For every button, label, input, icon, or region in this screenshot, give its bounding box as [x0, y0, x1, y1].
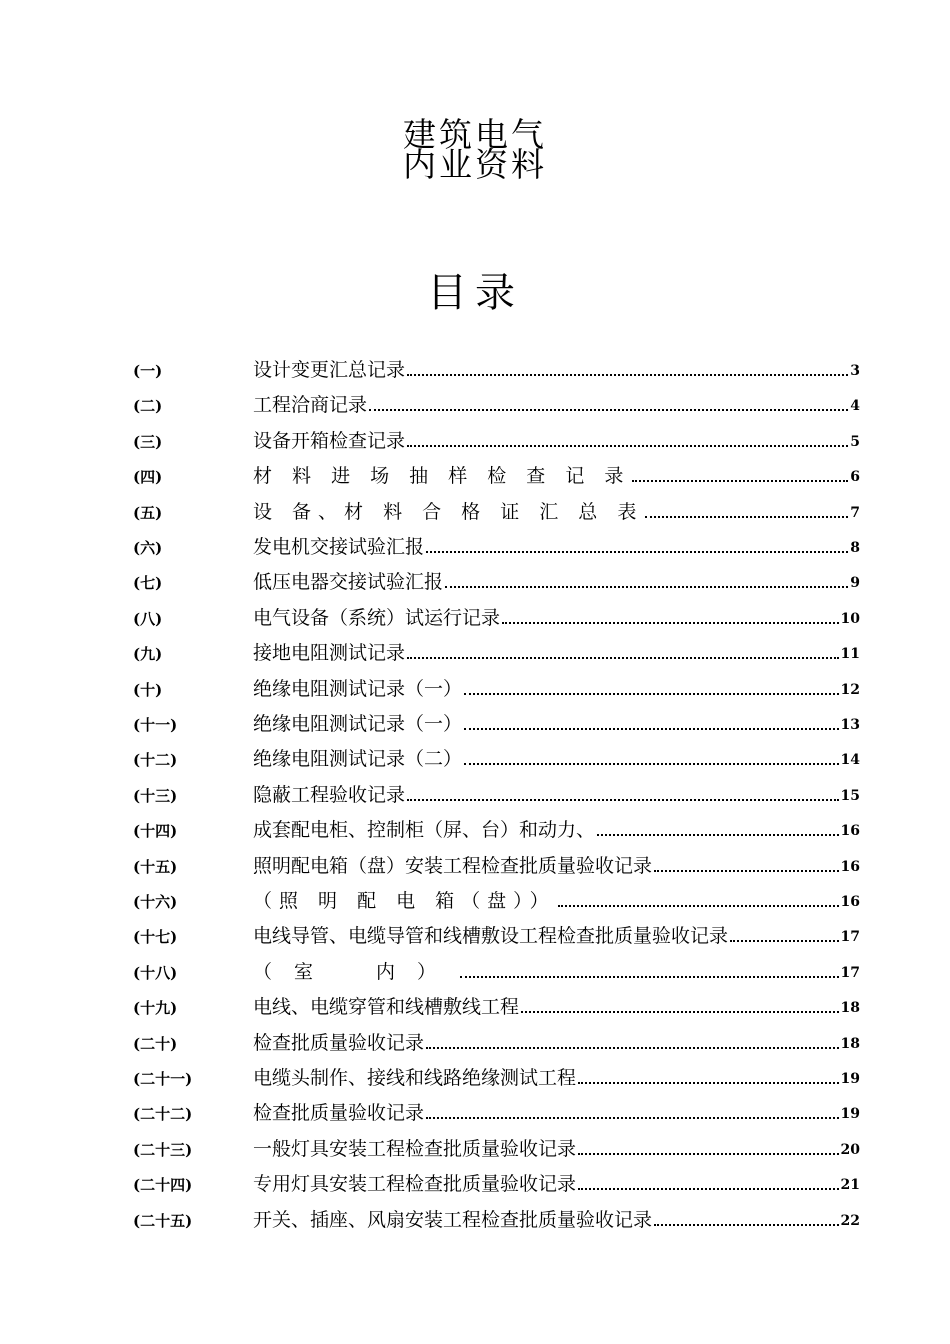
toc-dot-leader — [464, 727, 839, 730]
toc-entry[interactable] — [0, 531, 950, 561]
toc-entry-number: (二十) — [133, 1034, 178, 1053]
toc-entry-label: 电线、电缆穿管和线槽敷线工程 — [253, 996, 520, 1019]
toc-dot-leader — [407, 656, 839, 659]
toc-entry-label: 隐蔽工程验收记录 — [253, 783, 406, 806]
toc-entry-number: (二十五) — [133, 1211, 193, 1230]
toc-entry-number: (三) — [133, 432, 163, 451]
toc-entry-body — [253, 814, 860, 844]
toc-entry-label: 工程洽商记录 — [253, 394, 368, 417]
toc-entry[interactable] — [0, 920, 950, 950]
toc-entry-body — [253, 673, 860, 703]
toc-entry-page-number: 18 — [840, 1035, 860, 1052]
toc-dot-leader — [426, 1116, 839, 1119]
toc-entry[interactable] — [0, 1204, 950, 1234]
toc-entry[interactable] — [0, 850, 950, 880]
toc-entry[interactable] — [0, 814, 950, 844]
toc-entry-page-number: 22 — [840, 1212, 860, 1229]
toc-dot-leader — [369, 408, 848, 411]
toc-entry-number: (八) — [133, 609, 163, 628]
toc-entry-number: (六) — [133, 539, 163, 557]
toc-entry-label: 开关、插座、风扇安装工程检查批质量验收记录 — [253, 1208, 653, 1231]
toc-entry-body — [253, 425, 860, 455]
toc-entry-body — [253, 1168, 860, 1198]
toc-entry-page-number: 12 — [840, 681, 860, 698]
toc-dot-leader — [407, 373, 848, 376]
toc-entry-body — [253, 637, 860, 667]
toc-entry-label: 照明配电箱（盘）安装工程检查批质量验收记录 — [253, 854, 653, 877]
toc-entry-body — [253, 956, 860, 986]
toc-entry-page-number: 19 — [840, 1071, 860, 1087]
toc-dot-leader — [578, 1187, 839, 1190]
toc-entry[interactable] — [0, 743, 950, 773]
toc-entry[interactable] — [0, 496, 950, 526]
toc-entry-body — [253, 1027, 860, 1057]
toc-dot-leader — [464, 692, 839, 695]
toc-entry-number: (十八) — [133, 963, 178, 982]
toc-entry[interactable] — [0, 566, 950, 596]
toc-entry-number: (十六) — [133, 893, 178, 911]
toc-dot-leader — [426, 1046, 839, 1049]
toc-entry[interactable] — [0, 779, 950, 809]
toc-entry-body — [253, 1204, 860, 1234]
toc-entry-body — [253, 531, 860, 561]
toc-entry-number: (十七) — [133, 928, 178, 947]
toc-dot-leader — [502, 621, 839, 624]
toc-entry-label: 接地电阻测试记录 — [253, 642, 406, 665]
toc-entry-body — [253, 566, 860, 596]
toc-entry-number: (十) — [133, 680, 163, 699]
toc-entry-label: （室 内） — [253, 960, 459, 983]
toc-entry-page-number: 17 — [840, 929, 860, 946]
toc-entry[interactable] — [0, 1027, 950, 1057]
document-title-line-1: 建筑电气 — [403, 115, 547, 154]
toc-entry[interactable] — [0, 354, 950, 384]
toc-entry[interactable] — [0, 1133, 950, 1163]
toc-entry-number: (二十四) — [133, 1176, 193, 1195]
toc-entry-number: (二十一) — [133, 1070, 193, 1088]
toc-entry-label: 电缆头制作、接线和线路绝缘测试工程 — [253, 1067, 577, 1089]
toc-entry-label: 绝缘电阻测试记录（一） — [253, 713, 463, 735]
toc-entry[interactable] — [0, 1168, 950, 1198]
toc-entry[interactable] — [0, 708, 950, 738]
toc-entry-label: 绝缘电阻测试记录（一） — [253, 677, 463, 700]
toc-entry-body — [253, 460, 860, 490]
toc-entry-page-number: 17 — [840, 964, 860, 981]
toc-entry-page-number: 7 — [850, 504, 860, 521]
toc-entry-page-number: 5 — [850, 433, 860, 450]
toc-entry-page-number: 19 — [840, 1106, 860, 1123]
toc-entry-number: (十四) — [133, 822, 178, 841]
toc-entry[interactable] — [0, 1062, 950, 1092]
toc-entry[interactable] — [0, 637, 950, 667]
toc-entry-body — [253, 602, 860, 632]
toc-entry-label: 发电机交接试验汇报 — [253, 536, 425, 558]
toc-entry-body — [253, 1097, 860, 1127]
toc-entry-page-number: 9 — [850, 575, 860, 592]
toc-entry[interactable] — [0, 389, 950, 419]
toc-dot-leader — [445, 585, 848, 588]
toc-entry-body — [253, 743, 860, 773]
toc-entry-label: 检查批质量验收记录 — [253, 1031, 425, 1054]
toc-entry[interactable] — [0, 460, 950, 490]
toc-entry-page-number: 8 — [850, 540, 860, 556]
toc-entry-label: 低压电器交接试验汇报 — [253, 571, 444, 594]
toc-entry-body — [253, 496, 860, 526]
toc-entry-page-number: 10 — [840, 610, 860, 627]
toc-entry-body — [253, 920, 860, 950]
toc-entry[interactable] — [0, 956, 950, 986]
toc-entry-label: 设备开箱检查记录 — [253, 429, 406, 452]
toc-entry[interactable] — [0, 885, 950, 915]
toc-entry-page-number: 15 — [840, 787, 860, 804]
toc-dot-leader — [578, 1081, 839, 1084]
toc-dot-leader — [460, 975, 839, 978]
toc-heading: 目录 — [427, 270, 523, 316]
toc-entry[interactable] — [0, 991, 950, 1021]
toc-entry-page-number: 18 — [840, 1000, 860, 1017]
document-title-line-2: 内业资料 — [403, 145, 547, 184]
toc-entry-label: 一般灯具安装工程检查批质量验收记录 — [253, 1137, 577, 1160]
toc-entry-page-number: 4 — [850, 398, 860, 415]
toc-entry-body — [253, 354, 860, 384]
toc-entry-number: (十二) — [133, 751, 178, 770]
toc-entry-body — [253, 991, 860, 1021]
toc-dot-leader — [407, 444, 848, 447]
toc-entry-label: 设 备、材 料 合 格 证 汇 总 表 — [253, 500, 644, 523]
toc-dot-leader — [426, 550, 848, 553]
toc-entry-number: (十五) — [133, 857, 178, 876]
toc-entry-number: (二十二) — [133, 1105, 193, 1124]
toc-entry-page-number: 13 — [840, 717, 860, 733]
toc-entry-page-number: 11 — [840, 646, 860, 663]
toc-entry-body — [253, 1062, 860, 1092]
toc-entry-label: 设计变更汇总记录 — [253, 359, 406, 381]
toc-entry-number: (十一) — [133, 716, 178, 734]
toc-entry-label: 检查批质量验收记录 — [253, 1102, 425, 1125]
toc-entry-label: 专用灯具安装工程检查批质量验收记录 — [253, 1173, 577, 1196]
toc-entry-label: 材 料 进 场 抽 样 检 查 记 录 — [253, 465, 631, 488]
toc-dot-leader — [558, 904, 839, 907]
toc-entry-number: (二十三) — [133, 1140, 193, 1159]
toc-entry-body — [253, 1133, 860, 1163]
toc-dot-leader — [654, 869, 839, 872]
toc-entry-page-number: 6 — [850, 469, 860, 486]
toc-entry-body — [253, 389, 860, 419]
toc-entry-label: 电气设备（系统）试运行记录 — [253, 606, 501, 629]
toc-dot-leader — [521, 1010, 839, 1013]
toc-entry-body — [253, 885, 860, 915]
toc-entry-body — [253, 779, 860, 809]
toc-entry-page-number: 21 — [840, 1177, 860, 1194]
toc-entry-number: (七) — [133, 574, 163, 593]
toc-entry-number: (十三) — [133, 786, 178, 805]
toc-entry-number: (一) — [133, 362, 163, 380]
toc-dot-leader — [407, 798, 839, 801]
toc-entry-label: 绝缘电阻测试记录（二） — [253, 748, 463, 771]
toc-entry[interactable] — [0, 602, 950, 632]
toc-dot-leader — [654, 1223, 839, 1226]
toc-dot-leader — [632, 479, 848, 482]
toc-entry-number: (十九) — [133, 999, 178, 1018]
toc-entry-page-number: 16 — [840, 823, 860, 840]
toc-entry-page-number: 20 — [840, 1141, 860, 1158]
toc-dot-leader — [730, 939, 839, 942]
toc-entry-number: (四) — [133, 468, 163, 487]
toc-entry-page-number: 16 — [840, 858, 860, 875]
toc-dot-leader — [645, 515, 848, 518]
toc-entry-number: (二) — [133, 397, 163, 416]
toc-entry[interactable] — [0, 673, 950, 703]
toc-entry-body — [253, 708, 860, 738]
toc-entry-page-number: 16 — [840, 894, 860, 910]
document-title — [0, 115, 950, 184]
toc-entry-number: (五) — [133, 503, 163, 522]
toc-entry[interactable] — [0, 1097, 950, 1127]
toc-dot-leader — [578, 1152, 839, 1155]
toc-entry-label: 电线导管、电缆导管和线槽敷设工程检查批质量验收记录 — [253, 925, 729, 948]
toc-entry-label: 成套配电柜、控制柜（屏、台）和动力、 — [253, 819, 596, 842]
toc-entry-number: (九) — [133, 645, 163, 664]
toc-entry-page-number: 3 — [850, 363, 860, 379]
toc-entry-label: （照 明 配 电 箱（盘）） — [253, 890, 556, 912]
toc-entry-page-number: 14 — [840, 752, 860, 769]
toc-entry-body — [253, 850, 860, 880]
toc-dot-leader — [597, 833, 839, 836]
toc-entry[interactable] — [0, 425, 950, 455]
toc-dot-leader — [464, 762, 839, 765]
